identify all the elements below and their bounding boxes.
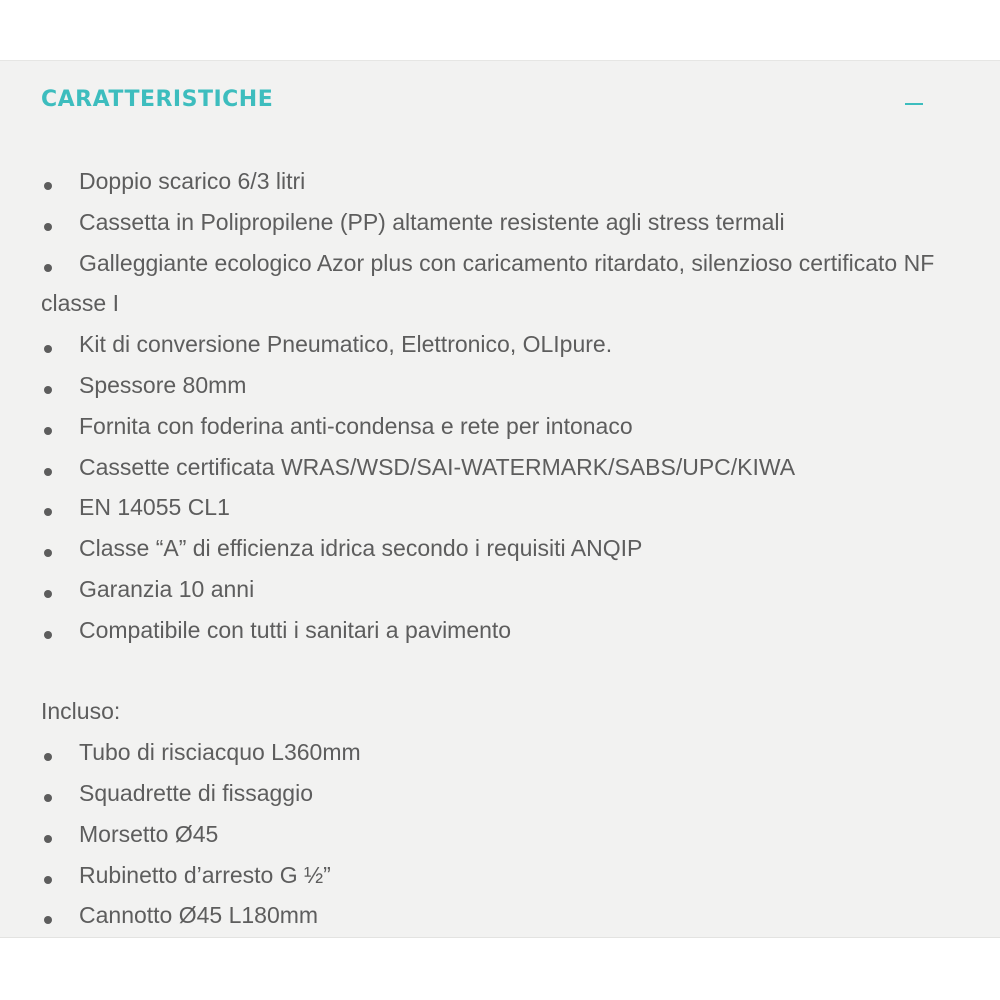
minus-icon (905, 103, 923, 105)
collapse-toggle-button[interactable] (901, 85, 929, 121)
list-item: Cannotto Ø45 L180mm (79, 902, 319, 929)
list-item: Classe “A” di efficienza idrica secondo i requisiti ANQIP (79, 535, 643, 562)
list-item: EN 14055 CL1 (79, 494, 230, 521)
list-item: Tubo di risciacquo L360mm (79, 739, 361, 766)
list-item: Spessore 80mm (79, 371, 247, 398)
list-item: Cassetta in Polipropilene (PP) altamente resistente agli stress termali (79, 208, 785, 235)
list-item: Kit di conversione Pneumatico, Elettronico, OLIpure. (79, 331, 613, 358)
list-item: Doppio scarico 6/3 litri (79, 168, 306, 194)
list-item: Squadrette di fissaggio (79, 779, 313, 806)
features-accordion-panel (0, 60, 1000, 938)
accordion-header[interactable] (41, 85, 941, 121)
list-item: Morsetto Ø45 (79, 820, 219, 847)
section-title: CARATTERISTICHE (41, 87, 274, 112)
list-item: Rubinetto d’arresto G ½” (79, 861, 331, 888)
list-item: Galleggiante ecologico Azor plus con caricamento ritardato, silenzioso certificato NF classe I (41, 249, 935, 317)
spacer (41, 651, 941, 692)
accordion-content (41, 161, 941, 936)
list-item: Garanzia 10 anni (79, 575, 255, 602)
list-item: Fornita con foderina anti-condensa e rete per intonaco (79, 412, 633, 439)
list-item: Cassette certificata WRAS/WSD/SAI-WATERMARK/SABS/UPC/KIWA (79, 453, 796, 480)
list-item: Compatibile con tutti i sanitari a pavimento (79, 616, 512, 643)
included-label: Incluso: (41, 698, 121, 725)
